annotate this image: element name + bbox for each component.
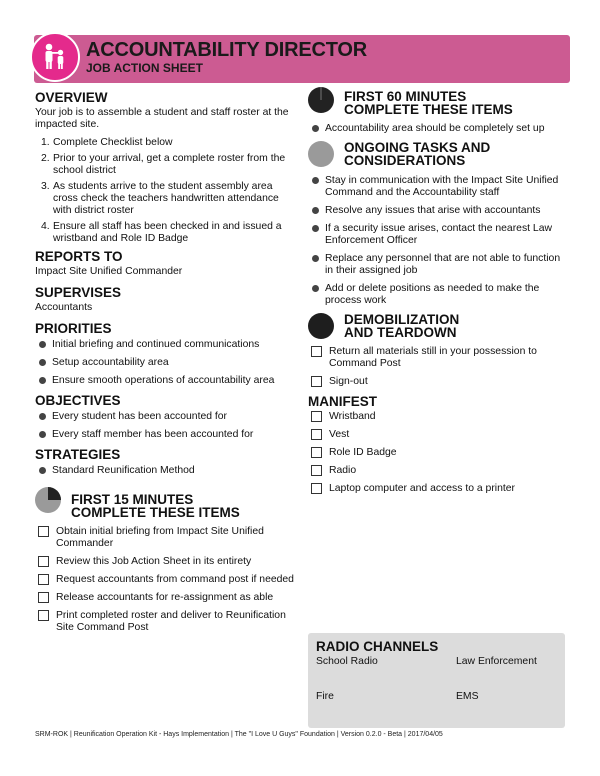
overview-step: 1. Complete Checklist below bbox=[41, 137, 173, 148]
radio-channels-panel bbox=[308, 633, 565, 728]
bullet-icon bbox=[39, 467, 46, 474]
first-15-phase bbox=[35, 487, 297, 519]
right-column bbox=[308, 87, 570, 501]
strategies-list bbox=[35, 465, 297, 477]
checkbox[interactable] bbox=[311, 447, 322, 458]
first-60-subheading: COMPLETE THESE ITEMS bbox=[344, 102, 513, 117]
ongoing-heading: ONGOING TASKS AND bbox=[344, 140, 491, 155]
manifest-heading: MANIFEST bbox=[308, 394, 377, 409]
objectives-heading: OBJECTIVES bbox=[35, 393, 121, 408]
demob-phase bbox=[308, 313, 570, 339]
bullet-icon bbox=[312, 177, 319, 184]
clock-ongoing-icon bbox=[308, 141, 334, 167]
checklist-item[interactable]: Return all materials still in your possession to Command Post bbox=[308, 346, 570, 370]
priorities-list bbox=[35, 339, 297, 387]
clock-full-icon bbox=[308, 87, 334, 113]
checkbox[interactable] bbox=[38, 574, 49, 585]
list-item: Every student has been accounted for bbox=[35, 411, 297, 423]
demob-heading: DEMOBILIZATION bbox=[344, 312, 460, 327]
first-60-list bbox=[308, 123, 570, 135]
checklist-item[interactable]: Laptop computer and access to a printer bbox=[308, 483, 570, 495]
first-15-checklist bbox=[35, 526, 297, 634]
checkbox[interactable] bbox=[311, 429, 322, 440]
checkbox[interactable] bbox=[311, 376, 322, 387]
checkbox[interactable] bbox=[311, 483, 322, 494]
overview-step: 2. Prior to your arrival, get a complete roster from the school district bbox=[41, 153, 286, 176]
list-item: Every staff member has been accounted for bbox=[35, 429, 297, 441]
checklist-item[interactable]: Print completed roster and deliver to Reunification Site Command Post bbox=[35, 610, 297, 634]
overview-heading: OVERVIEW bbox=[35, 90, 108, 105]
bullet-icon bbox=[39, 431, 46, 438]
checklist-item[interactable]: Request accountants from command post if needed bbox=[35, 574, 297, 586]
overview-step: 3. As students arrive to the student assembly area cross check the teachers handwritten attendance with district roster bbox=[41, 181, 279, 216]
checkbox[interactable] bbox=[38, 556, 49, 567]
first-15-heading: FIRST 15 MINUTES bbox=[71, 492, 194, 507]
list-item: If a security issue arises, contact the nearest Law Enforcement Officer bbox=[308, 223, 570, 247]
bullet-icon bbox=[39, 413, 46, 420]
left-column bbox=[35, 90, 297, 640]
radio-channel-ems: EMS bbox=[456, 691, 479, 702]
first-60-heading: FIRST 60 MINUTES bbox=[344, 89, 467, 104]
bullet-icon bbox=[312, 255, 319, 262]
family-icon bbox=[40, 42, 70, 72]
reports-to-heading: REPORTS TO bbox=[35, 249, 123, 264]
ongoing-subheading: CONSIDERATIONS bbox=[344, 153, 466, 168]
checklist-item[interactable]: Vest bbox=[308, 429, 570, 441]
objectives-list bbox=[35, 411, 297, 441]
clock-quarter-icon bbox=[35, 487, 61, 513]
demob-subheading: AND TEARDOWN bbox=[344, 325, 457, 340]
ongoing-list bbox=[308, 175, 570, 307]
bullet-icon bbox=[39, 341, 46, 348]
radio-channel-school: School Radio bbox=[316, 656, 378, 667]
ongoing-phase bbox=[308, 141, 570, 167]
supervises-text: Accountants bbox=[35, 302, 93, 313]
list-item: Resolve any issues that arise with accountants bbox=[308, 205, 570, 217]
checklist-item[interactable]: Release accountants for re-assignment as able bbox=[35, 592, 297, 604]
overview-step: 4. Ensure all staff has been checked in and issued a wristband and Role ID Badge bbox=[41, 221, 282, 244]
checklist-item[interactable]: Radio bbox=[308, 465, 570, 477]
page-title: ACCOUNTABILITY DIRECTOR bbox=[86, 39, 367, 61]
checkbox[interactable] bbox=[38, 592, 49, 603]
overview-steps bbox=[35, 137, 297, 245]
reports-to-text: Impact Site Unified Commander bbox=[35, 266, 183, 277]
list-item: Add or delete positions as needed to make the process work bbox=[308, 283, 570, 307]
page-subtitle: JOB ACTION SHEET bbox=[86, 61, 203, 75]
list-item: Standard Reunification Method bbox=[35, 465, 297, 477]
checklist-item[interactable]: Role ID Badge bbox=[308, 447, 570, 459]
checkbox[interactable] bbox=[38, 526, 49, 537]
overview-text: Your job is to assemble a student and staff roster at the impacted site. bbox=[35, 107, 289, 130]
priorities-heading: PRIORITIES bbox=[35, 321, 112, 336]
list-item: Stay in communication with the Impact Site Unified Command and the Accountability staff bbox=[308, 175, 570, 199]
list-item: Accountability area should be completely set up bbox=[308, 123, 570, 135]
bullet-icon bbox=[312, 125, 319, 132]
first-15-subheading: COMPLETE THESE ITEMS bbox=[71, 505, 240, 520]
list-item: Ensure smooth operations of accountability area bbox=[35, 375, 297, 387]
radio-channel-fire: Fire bbox=[316, 691, 334, 702]
manifest-checklist bbox=[308, 411, 570, 495]
logo bbox=[30, 32, 80, 82]
bullet-icon bbox=[312, 225, 319, 232]
list-item: Initial briefing and continued communications bbox=[35, 339, 297, 351]
checkbox[interactable] bbox=[311, 465, 322, 476]
footer-text: SRM-ROK | Reunification Operation Kit - Hays Implementation | The "I Love U Guys" Foundation | Version 0.2.0 - Beta | 2017/04/05 bbox=[35, 731, 443, 738]
bullet-icon bbox=[39, 377, 46, 384]
clock-teardown-icon bbox=[308, 313, 334, 339]
supervises-heading: SUPERVISES bbox=[35, 285, 122, 300]
radio-channel-law: Law Enforcement bbox=[456, 656, 537, 667]
demob-checklist bbox=[308, 346, 570, 388]
strategies-heading: STRATEGIES bbox=[35, 447, 121, 462]
bullet-icon bbox=[312, 285, 319, 292]
checkbox[interactable] bbox=[311, 346, 322, 357]
first-60-phase bbox=[308, 87, 570, 116]
checklist-item[interactable]: Review this Job Action Sheet in its entirety bbox=[35, 556, 297, 568]
checkbox[interactable] bbox=[311, 411, 322, 422]
list-item: Replace any personnel that are not able to function in their assigned job bbox=[308, 253, 570, 277]
checklist-item[interactable]: Wristband bbox=[308, 411, 570, 423]
bullet-icon bbox=[312, 207, 319, 214]
checklist-item[interactable]: Sign-out bbox=[308, 376, 570, 388]
bullet-icon bbox=[39, 359, 46, 366]
list-item: Setup accountability area bbox=[35, 357, 297, 369]
checkbox[interactable] bbox=[38, 610, 49, 621]
checklist-item[interactable]: Obtain initial briefing from Impact Site Unified Commander bbox=[35, 526, 297, 550]
radio-channels-heading: RADIO CHANNELS bbox=[316, 639, 439, 654]
